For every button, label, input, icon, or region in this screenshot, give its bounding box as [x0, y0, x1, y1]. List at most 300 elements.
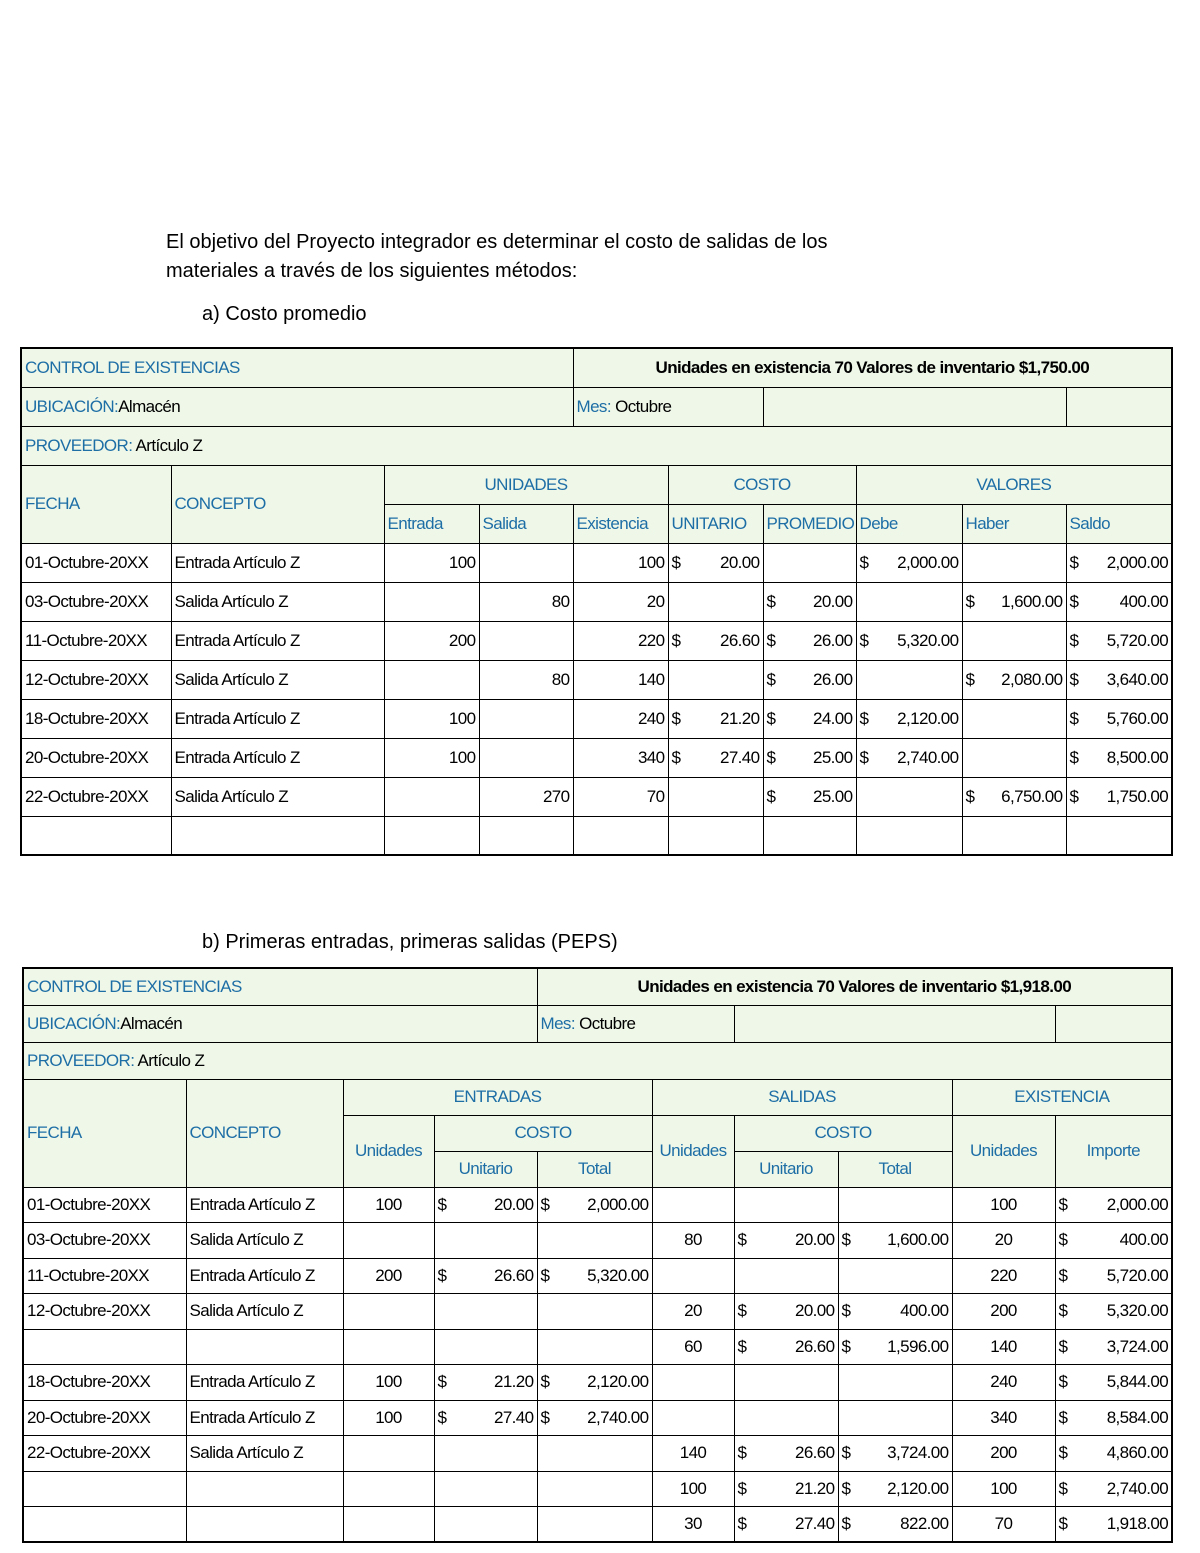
currency-sign: $ — [1069, 669, 1079, 689]
cell-fecha: 03-Octubre-20XX — [23, 1223, 186, 1259]
table-row — [23, 1187, 1172, 1223]
amount: 2,080.00 — [1001, 669, 1063, 689]
currency-sign: $ — [766, 747, 776, 767]
amount: 3,724.00 — [887, 1443, 949, 1463]
money-value — [842, 1443, 949, 1463]
cell-concepto: Entrada Artículo Z — [171, 738, 384, 777]
currency-sign: $ — [841, 1301, 851, 1321]
currency-sign: $ — [437, 1407, 447, 1427]
currency-sign: $ — [841, 1336, 851, 1356]
currency-sign: $ — [737, 1301, 747, 1321]
cell-salida — [479, 699, 573, 738]
table-row — [23, 1223, 1172, 1259]
cell-haber — [962, 543, 1066, 582]
table-row — [23, 1258, 1172, 1294]
cell-existencia-unidades: 140 — [952, 1329, 1055, 1365]
header-valores: VALORES — [856, 465, 1172, 504]
cell-fecha: 22-Octubre-20XX — [21, 777, 171, 816]
cell-existencia: 220 — [573, 621, 668, 660]
intro-line-1: El objetivo del Proyecto integrador es determinar el costo de salidas de los — [166, 231, 828, 253]
amount: 26.60 — [794, 1443, 835, 1463]
cell-debe — [856, 816, 962, 855]
amount: 5,320.00 — [1106, 1301, 1169, 1321]
amount: 25.00 — [812, 747, 853, 767]
cell-existencia-unidades: 200 — [952, 1436, 1055, 1472]
money-value — [767, 670, 853, 690]
cell-existencia-unidades: 340 — [952, 1400, 1055, 1436]
cell-saldo — [1066, 738, 1172, 777]
amount: 400.00 — [1119, 591, 1169, 611]
cell-entradas-total — [537, 1329, 652, 1365]
table-row — [23, 1400, 1172, 1436]
cell-existencia-importe — [1055, 1187, 1172, 1223]
money-value — [1070, 553, 1169, 573]
currency-sign: $ — [671, 708, 681, 728]
money-value — [438, 1408, 534, 1428]
currency-sign: $ — [841, 1514, 851, 1533]
cell-promedio — [763, 582, 856, 621]
money-value — [672, 553, 760, 573]
header-salidas-costo: COSTO — [734, 1115, 952, 1151]
cell-concepto: Salida Artículo Z — [186, 1223, 343, 1259]
amount: 8,584.00 — [1106, 1407, 1169, 1427]
table-a-ubicacion: UBICACIÓN:Almacén — [21, 387, 573, 426]
cell-entrada: 100 — [384, 699, 479, 738]
money-value — [842, 1514, 949, 1534]
cell-entradas-unidades — [343, 1329, 434, 1365]
cell-saldo — [1066, 582, 1172, 621]
money-value — [767, 592, 853, 612]
amount: 3,640.00 — [1106, 669, 1169, 689]
currency-sign: $ — [437, 1265, 447, 1285]
cell-existencia: 70 — [573, 777, 668, 816]
cell-existencia-unidades: 220 — [952, 1258, 1055, 1294]
cell-existencia-unidades: 100 — [952, 1471, 1055, 1507]
cell-entradas-unidades: 200 — [343, 1258, 434, 1294]
table-b-empty-cell — [1055, 1005, 1172, 1042]
cell-promedio — [763, 816, 856, 855]
cell-entradas-total — [537, 1471, 652, 1507]
amount: 5,720.00 — [1106, 630, 1169, 650]
table-row — [23, 1436, 1172, 1472]
currency-sign: $ — [1058, 1336, 1068, 1356]
cell-unitario — [668, 660, 763, 699]
currency-sign: $ — [1069, 630, 1079, 650]
cell-entrada: 200 — [384, 621, 479, 660]
currency-sign: $ — [766, 669, 776, 689]
header-fecha: FECHA — [21, 465, 171, 543]
cell-promedio — [763, 621, 856, 660]
money-value — [860, 631, 959, 651]
cell-entradas-unidades — [343, 1223, 434, 1259]
header-salidas-unitario: Unitario — [734, 1151, 838, 1187]
table-a-mes: Mes: Octubre — [573, 387, 763, 426]
money-value — [1059, 1195, 1169, 1215]
cell-saldo — [1066, 621, 1172, 660]
currency-sign: $ — [1058, 1372, 1068, 1392]
money-value — [767, 709, 853, 729]
money-value — [966, 670, 1063, 690]
currency-sign: $ — [1058, 1301, 1068, 1321]
currency-sign: $ — [540, 1407, 550, 1427]
cell-debe — [856, 777, 962, 816]
cell-debe — [856, 738, 962, 777]
money-value — [860, 748, 959, 768]
cell-salidas-unitario — [734, 1436, 838, 1472]
cell-salidas-total — [838, 1294, 952, 1330]
money-value — [1059, 1372, 1169, 1392]
table-row — [21, 738, 1172, 777]
money-value — [738, 1337, 835, 1357]
header-entradas: ENTRADAS — [343, 1079, 652, 1115]
table-b-proveedor: PROVEEDOR: Artículo Z — [23, 1042, 1172, 1079]
amount: 27.40 — [794, 1514, 835, 1533]
currency-sign: $ — [1058, 1194, 1068, 1214]
currency-sign: $ — [1069, 708, 1079, 728]
currency-sign: $ — [766, 630, 776, 650]
cell-haber — [962, 621, 1066, 660]
amount: 4,860.00 — [1106, 1443, 1169, 1463]
cell-haber — [962, 777, 1066, 816]
section-a-title: a) Costo promedio — [202, 303, 367, 325]
cell-existencia: 340 — [573, 738, 668, 777]
money-value — [541, 1195, 649, 1215]
currency-sign: $ — [859, 552, 869, 572]
cell-salidas-unitario — [734, 1294, 838, 1330]
table-row — [21, 621, 1172, 660]
table-row — [23, 1329, 1172, 1365]
cell-entradas-unidades: 100 — [343, 1187, 434, 1223]
table-a-title: CONTROL DE EXISTENCIAS — [21, 348, 573, 387]
cell-debe — [856, 582, 962, 621]
cell-salidas-unidades: 100 — [652, 1471, 734, 1507]
amount: 8,500.00 — [1106, 747, 1169, 767]
header-concepto: CONCEPTO — [171, 465, 384, 543]
cell-existencia-importe — [1055, 1329, 1172, 1365]
cell-existencia: 140 — [573, 660, 668, 699]
amount: 20.00 — [794, 1301, 835, 1321]
cell-entradas-unitario — [434, 1329, 537, 1365]
money-value — [860, 709, 959, 729]
cell-entradas-total — [537, 1400, 652, 1436]
amount: 1,750.00 — [1106, 786, 1169, 806]
money-value — [672, 748, 760, 768]
cell-existencia-importe — [1055, 1507, 1172, 1543]
header-costo: COSTO — [668, 465, 856, 504]
money-value — [541, 1266, 649, 1286]
header-existencia-unidades: Unidades — [952, 1115, 1055, 1187]
cell-concepto: Salida Artículo Z — [186, 1436, 343, 1472]
currency-sign: $ — [1058, 1407, 1068, 1427]
cell-unitario — [668, 699, 763, 738]
currency-sign: $ — [841, 1478, 851, 1498]
cell-entradas-unitario — [434, 1258, 537, 1294]
amount: 822.00 — [900, 1514, 949, 1533]
money-value — [438, 1372, 534, 1392]
cell-entrada — [384, 660, 479, 699]
cell-salidas-unidades: 20 — [652, 1294, 734, 1330]
table-row — [21, 543, 1172, 582]
currency-sign: $ — [1058, 1443, 1068, 1463]
money-value — [842, 1301, 949, 1321]
money-value — [1070, 670, 1169, 690]
amount: 20.00 — [719, 552, 760, 572]
currency-sign: $ — [737, 1514, 747, 1533]
money-value — [842, 1337, 949, 1357]
money-value — [767, 631, 853, 651]
cell-existencia-importe — [1055, 1436, 1172, 1472]
cell-entradas-unitario — [434, 1436, 537, 1472]
table-b-mes: Mes: Octubre — [537, 1005, 734, 1042]
cell-promedio — [763, 699, 856, 738]
cell-concepto: Entrada Artículo Z — [186, 1258, 343, 1294]
cell-saldo — [1066, 660, 1172, 699]
currency-sign: $ — [737, 1443, 747, 1463]
table-row — [23, 1471, 1172, 1507]
cell-entradas-unidades — [343, 1471, 434, 1507]
currency-sign: $ — [737, 1230, 747, 1250]
money-value — [541, 1372, 649, 1392]
currency-sign: $ — [965, 786, 975, 806]
cell-entradas-unitario — [434, 1187, 537, 1223]
currency-sign: $ — [1069, 747, 1079, 767]
cell-unitario — [668, 777, 763, 816]
header-salida: Salida — [479, 504, 573, 543]
cell-salidas-unidades — [652, 1400, 734, 1436]
currency-sign: $ — [540, 1194, 550, 1214]
header-unitario: UNITARIO — [668, 504, 763, 543]
cell-fecha — [23, 1329, 186, 1365]
cell-salidas-unitario — [734, 1258, 838, 1294]
table-row — [23, 1294, 1172, 1330]
currency-sign: $ — [671, 747, 681, 767]
currency-sign: $ — [671, 630, 681, 650]
cell-existencia: 20 — [573, 582, 668, 621]
header-debe: Debe — [856, 504, 962, 543]
cell-entradas-total — [537, 1223, 652, 1259]
cell-salidas-total — [838, 1471, 952, 1507]
currency-sign: $ — [1069, 552, 1079, 572]
cell-concepto: Salida Artículo Z — [171, 582, 384, 621]
currency-sign: $ — [1058, 1514, 1068, 1533]
header-salidas: SALIDAS — [652, 1079, 952, 1115]
cell-debe — [856, 621, 962, 660]
cell-entradas-unitario — [434, 1400, 537, 1436]
currency-sign: $ — [540, 1372, 550, 1392]
money-value — [738, 1479, 835, 1499]
section-b-title: b) Primeras entradas, primeras salidas (PEPS) — [202, 931, 618, 953]
cell-entradas-unitario — [434, 1471, 537, 1507]
amount: 1,600.00 — [887, 1230, 949, 1250]
cell-salidas-unitario — [734, 1507, 838, 1543]
cell-salidas-unitario — [734, 1223, 838, 1259]
cell-salidas-total — [838, 1507, 952, 1543]
cell-fecha: 20-Octubre-20XX — [23, 1400, 186, 1436]
cell-promedio — [763, 543, 856, 582]
currency-sign: $ — [1058, 1230, 1068, 1250]
cell-salidas-total — [838, 1329, 952, 1365]
currency-sign: $ — [437, 1372, 447, 1392]
cell-salidas-unidades — [652, 1258, 734, 1294]
cell-fecha: 18-Octubre-20XX — [23, 1365, 186, 1401]
amount: 24.00 — [812, 708, 853, 728]
cell-concepto: Entrada Artículo Z — [171, 699, 384, 738]
money-value — [1070, 592, 1169, 612]
money-value — [1059, 1408, 1169, 1428]
cell-existencia-importe — [1055, 1294, 1172, 1330]
header-entradas-unitario: Unitario — [434, 1151, 537, 1187]
money-value — [438, 1195, 534, 1215]
cell-fecha — [21, 816, 171, 855]
amount: 26.60 — [719, 630, 760, 650]
cell-unitario — [668, 582, 763, 621]
cell-entrada: 100 — [384, 543, 479, 582]
header-promedio: PROMEDIO — [763, 504, 856, 543]
header-concepto: CONCEPTO — [186, 1079, 343, 1187]
cell-existencia-unidades: 240 — [952, 1365, 1055, 1401]
cell-salidas-unitario — [734, 1329, 838, 1365]
cell-salidas-unidades: 140 — [652, 1436, 734, 1472]
cell-fecha: 01-Octubre-20XX — [23, 1187, 186, 1223]
table-a-empty-cell — [763, 387, 1066, 426]
header-salidas-total: Total — [838, 1151, 952, 1187]
money-value — [1059, 1266, 1169, 1286]
cell-saldo — [1066, 777, 1172, 816]
amount: 26.60 — [493, 1265, 534, 1285]
cell-existencia-unidades: 200 — [952, 1294, 1055, 1330]
header-salidas-unidades: Unidades — [652, 1115, 734, 1187]
amount: 3,724.00 — [1106, 1336, 1169, 1356]
table-b-empty-cell — [734, 1005, 1055, 1042]
cell-fecha: 20-Octubre-20XX — [21, 738, 171, 777]
money-value — [1070, 748, 1169, 768]
cell-entrada — [384, 582, 479, 621]
money-value — [1059, 1514, 1169, 1534]
table-peps — [22, 967, 1173, 1543]
currency-sign: $ — [540, 1265, 550, 1285]
header-entradas-costo: COSTO — [434, 1115, 652, 1151]
cell-salida: 80 — [479, 660, 573, 699]
cell-entradas-total — [537, 1294, 652, 1330]
currency-sign: $ — [1058, 1478, 1068, 1498]
cell-salidas-total — [838, 1365, 952, 1401]
table-row — [21, 816, 1172, 855]
money-value — [541, 1408, 649, 1428]
intro-line-2: materiales a través de los siguientes métodos: — [166, 260, 578, 282]
amount: 21.20 — [493, 1372, 534, 1392]
cell-entradas-total — [537, 1187, 652, 1223]
header-haber: Haber — [962, 504, 1066, 543]
money-value — [672, 709, 760, 729]
table-a-summary: Unidades en existencia 70 Valores de inventario $1,750.00 — [573, 348, 1172, 387]
currency-sign: $ — [766, 786, 776, 806]
cell-fecha: 01-Octubre-20XX — [21, 543, 171, 582]
cell-existencia-importe — [1055, 1471, 1172, 1507]
cell-salidas-unidades: 30 — [652, 1507, 734, 1543]
money-value — [1059, 1301, 1169, 1321]
money-value — [842, 1479, 949, 1499]
amount: 1,918.00 — [1106, 1514, 1169, 1533]
cell-entrada: 100 — [384, 738, 479, 777]
cell-salida — [479, 621, 573, 660]
amount: 2,120.00 — [887, 1478, 949, 1498]
money-value — [1070, 631, 1169, 651]
intro-paragraph — [166, 228, 986, 286]
amount: 6,750.00 — [1001, 786, 1063, 806]
table-row — [23, 1365, 1172, 1401]
amount: 26.60 — [794, 1336, 835, 1356]
amount: 400.00 — [1119, 1230, 1169, 1250]
cell-haber — [962, 699, 1066, 738]
cell-saldo — [1066, 699, 1172, 738]
table-row — [23, 1507, 1172, 1543]
cell-unitario — [668, 738, 763, 777]
cell-entradas-total — [537, 1258, 652, 1294]
currency-sign: $ — [859, 708, 869, 728]
cell-fecha: 11-Octubre-20XX — [23, 1258, 186, 1294]
cell-existencia-importe — [1055, 1400, 1172, 1436]
cell-debe — [856, 543, 962, 582]
currency-sign: $ — [859, 630, 869, 650]
cell-unitario — [668, 621, 763, 660]
cell-salida: 270 — [479, 777, 573, 816]
cell-salidas-total — [838, 1187, 952, 1223]
cell-salidas-unidades — [652, 1187, 734, 1223]
amount: 27.40 — [719, 747, 760, 767]
cell-entradas-unidades: 100 — [343, 1400, 434, 1436]
cell-fecha: 12-Octubre-20XX — [23, 1294, 186, 1330]
amount: 20.00 — [812, 591, 853, 611]
table-row — [21, 699, 1172, 738]
cell-concepto: Salida Artículo Z — [171, 777, 384, 816]
table-b-ubicacion: UBICACIÓN:Almacén — [23, 1005, 537, 1042]
currency-sign: $ — [671, 552, 681, 572]
table-row — [21, 777, 1172, 816]
cell-concepto — [186, 1471, 343, 1507]
amount: 2,000.00 — [1106, 552, 1169, 572]
cell-concepto: Salida Artículo Z — [186, 1294, 343, 1330]
header-entradas-unidades: Unidades — [343, 1115, 434, 1187]
cell-salida — [479, 738, 573, 777]
cell-entradas-unitario — [434, 1365, 537, 1401]
cell-entradas-unidades — [343, 1294, 434, 1330]
header-existencia: EXISTENCIA — [952, 1079, 1172, 1115]
amount: 1,600.00 — [1001, 591, 1063, 611]
amount: 2,000.00 — [1106, 1194, 1169, 1214]
amount: 2,120.00 — [587, 1372, 649, 1392]
money-value — [738, 1301, 835, 1321]
currency-sign: $ — [737, 1478, 747, 1498]
cell-entradas-total — [537, 1436, 652, 1472]
cell-salidas-unitario — [734, 1365, 838, 1401]
currency-sign: $ — [841, 1443, 851, 1463]
cell-concepto: Salida Artículo Z — [171, 660, 384, 699]
cell-entradas-unidades: 100 — [343, 1365, 434, 1401]
cell-entradas-total — [537, 1507, 652, 1543]
money-value — [738, 1514, 835, 1534]
cell-haber — [962, 816, 1066, 855]
cell-salida — [479, 543, 573, 582]
cell-haber — [962, 582, 1066, 621]
table-b-summary: Unidades en existencia 70 Valores de inventario $1,918.00 — [537, 968, 1172, 1005]
money-value — [767, 787, 853, 807]
amount: 2,000.00 — [587, 1194, 649, 1214]
cell-entradas-total — [537, 1365, 652, 1401]
amount: 25.00 — [812, 786, 853, 806]
header-fecha: FECHA — [23, 1079, 186, 1187]
cell-existencia — [573, 816, 668, 855]
header-unidades: UNIDADES — [384, 465, 668, 504]
